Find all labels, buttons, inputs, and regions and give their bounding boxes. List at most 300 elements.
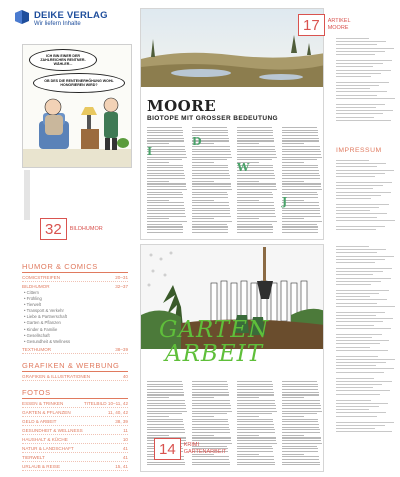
fine-print-line (336, 340, 389, 341)
body-text-line (192, 183, 231, 184)
toc-entry-label: NATUR & LANDSCHAFT (22, 445, 74, 451)
body-text-line (192, 175, 230, 176)
fine-print-line (336, 170, 394, 171)
body-text-line (192, 165, 228, 166)
body-text-line (282, 405, 321, 406)
fine-print-line (336, 321, 383, 322)
body-text-line (282, 427, 319, 428)
body-text-line (237, 403, 275, 404)
body-text-line (282, 400, 320, 401)
body-text-line (237, 192, 272, 193)
fine-print-line (336, 290, 389, 291)
body-text-line (282, 192, 317, 193)
body-text-line (192, 421, 228, 422)
fine-print-line (336, 390, 390, 391)
body-text-line (237, 429, 275, 430)
body-text-line (282, 432, 320, 433)
body-text-line (147, 408, 186, 409)
fine-print-line (336, 54, 375, 55)
section-heading: GRAFIKEN & WERBUNG (22, 361, 128, 372)
body-text-line (237, 224, 272, 225)
toc-entry-pages: TITELBILD 10–11, 42 (83, 400, 128, 406)
section-heading: FOTOS (22, 388, 128, 399)
body-text-line (192, 432, 230, 433)
toc-entry-label: BILDHUMOR (22, 284, 50, 289)
article-title: MOORE (147, 97, 217, 115)
body-text-line (237, 427, 274, 428)
body-text-line (192, 419, 228, 420)
body-text-line (282, 213, 320, 214)
subtopic-item: • Kinder & Familie (24, 326, 58, 332)
body-text-line (237, 226, 273, 227)
body-text-line (282, 392, 319, 393)
toc-entry-pages: 32–37 (115, 284, 128, 289)
body-text-line (282, 183, 321, 184)
body-text-line (282, 178, 320, 179)
speech-bubble: ICH BIN EINER DER ZAHLREICHEN RENTNER-WÄHLER... (29, 49, 97, 71)
body-text-line (282, 381, 317, 382)
article-subtitle: BIOTOPE MIT GROSSER BEDEUTUNG (147, 115, 279, 122)
body-text-line (237, 189, 277, 190)
toc-entry[interactable] (22, 417, 128, 426)
fine-print-line (336, 120, 391, 121)
fine-print-line (336, 356, 378, 357)
badge-label: ARTIKEL MOORE (327, 18, 351, 31)
fine-print-line (336, 372, 384, 373)
body-text-line (282, 440, 321, 441)
body-text-line (192, 132, 228, 133)
fine-print-line (336, 176, 375, 177)
body-text-line (147, 213, 185, 214)
body-text-line (282, 202, 319, 203)
toc-entry[interactable] (22, 408, 128, 417)
toc-entry[interactable] (22, 444, 128, 453)
body-text-line (147, 173, 184, 174)
body-text-line (192, 224, 227, 225)
fine-print-line (336, 271, 383, 272)
body-text-line (237, 143, 259, 144)
fine-print-line (336, 82, 389, 83)
body-text-line (147, 157, 187, 158)
body-text-line (192, 408, 231, 409)
fine-print-line (336, 229, 376, 230)
body-text-line (192, 435, 214, 436)
body-text-line (282, 210, 320, 211)
body-text-line (237, 186, 276, 187)
body-text-line (147, 208, 185, 209)
publisher-contact-block (336, 38, 396, 126)
body-text-line (147, 421, 183, 422)
subtopic-item: • Transport & Verkehr (24, 308, 64, 314)
body-text-line (282, 181, 304, 182)
body-text-line (282, 224, 317, 225)
body-text-line (192, 197, 228, 198)
body-text-line (237, 400, 275, 401)
body-text-line (192, 416, 214, 417)
body-text-line (282, 421, 318, 422)
fine-print-line (336, 315, 376, 316)
body-text-line (237, 132, 273, 133)
fine-print-line (336, 303, 377, 304)
subtopic-item: • Liebe & Partnerschaft (24, 314, 67, 320)
toc-entry[interactable] (22, 282, 128, 290)
body-text-line (192, 181, 214, 182)
body-text-line (192, 462, 230, 463)
fine-print-line (336, 44, 377, 45)
body-text-line (237, 435, 259, 436)
body-text-line (282, 149, 320, 150)
body-text-line (192, 400, 230, 401)
fine-print-line (336, 284, 371, 285)
fine-print-line (336, 312, 385, 313)
publisher-logo (14, 8, 106, 34)
body-text-line (192, 127, 227, 128)
body-text-line (192, 202, 229, 203)
body-text-line (237, 432, 275, 433)
fine-print-line (336, 95, 377, 96)
toc-entry-pages: 41 (122, 445, 128, 451)
body-text-line (237, 205, 274, 206)
article-body-columns (147, 127, 322, 233)
fine-print-line (336, 256, 394, 257)
body-text-line (282, 462, 320, 463)
body-text-line (192, 130, 228, 131)
page-badge-moore (298, 14, 351, 36)
body-text-line (237, 424, 274, 425)
body-text-line (282, 464, 320, 465)
body-text-line (237, 462, 275, 463)
body-text-line (147, 132, 183, 133)
fine-print-line (336, 226, 385, 227)
body-text-line (147, 232, 183, 233)
body-text-line (147, 165, 183, 166)
body-text-line (282, 132, 318, 133)
body-text-line (147, 138, 184, 139)
fine-print-line (336, 428, 375, 429)
body-text-line (237, 178, 275, 179)
body-text-line (147, 178, 185, 179)
subtopic-item: • Gesellschaft (24, 332, 50, 338)
body-text-line (282, 167, 318, 168)
body-text-line (192, 424, 229, 425)
fine-print-line (336, 246, 369, 247)
fine-print-line (336, 416, 377, 417)
body-text-line (237, 389, 273, 390)
fine-print-line (336, 217, 377, 218)
fine-print-line (336, 394, 380, 395)
fine-print-line (336, 66, 373, 67)
fine-print-line (336, 185, 383, 186)
toc-entry-label: ESSEN & TRINKEN (22, 400, 64, 406)
body-text-line (147, 149, 185, 150)
body-text-line (237, 229, 273, 230)
body-text-line (147, 218, 169, 219)
fine-print-line (336, 38, 369, 39)
body-text-line (147, 389, 183, 390)
body-text-line (282, 159, 317, 160)
toc-entry[interactable] (22, 453, 128, 462)
fine-print-line (336, 337, 372, 338)
body-text-line (237, 381, 272, 382)
body-text-line (192, 413, 227, 414)
body-text-line (147, 130, 183, 131)
fine-print-line (336, 107, 376, 108)
body-text-line (237, 386, 273, 387)
body-text-line (147, 226, 183, 227)
body-text-line (282, 146, 320, 147)
body-text-line (147, 159, 182, 160)
toc-entry[interactable] (22, 426, 128, 435)
body-text-line (147, 205, 184, 206)
body-text-line (147, 419, 183, 420)
fine-print-line (336, 406, 379, 407)
body-text-line (147, 170, 184, 171)
body-text-line (192, 189, 232, 190)
body-text-line (282, 208, 320, 209)
fine-print-line (336, 343, 380, 344)
body-text-line (282, 130, 318, 131)
fine-print-line (336, 296, 370, 297)
fine-print-line (336, 76, 371, 77)
fine-print-line (336, 384, 382, 385)
body-text-line (237, 157, 277, 158)
toc-entry-label: URLAUB & REISE (22, 463, 61, 469)
fine-print-line (336, 98, 395, 99)
fine-print-line (336, 281, 381, 282)
body-text-line (147, 397, 169, 398)
fine-print-line (336, 70, 391, 71)
fine-print-line (336, 359, 395, 360)
body-text-line (282, 135, 318, 136)
body-text-line (192, 159, 227, 160)
body-text-line (237, 138, 274, 139)
body-text-line (282, 173, 319, 174)
body-text-line (192, 464, 230, 465)
fine-print-line (336, 306, 395, 307)
toc-entry[interactable] (22, 345, 128, 354)
body-text-line (237, 208, 275, 209)
subtopic-item: • Frühling (24, 296, 42, 302)
body-text-line (147, 424, 184, 425)
toc-entry-label: TEXTHUMOR (22, 346, 52, 352)
toc-entry-label: GELD & ARBEIT (22, 418, 57, 424)
body-text-line (147, 197, 183, 198)
body-text-line (282, 151, 321, 152)
fine-print-line (336, 268, 392, 269)
fine-print-line (336, 113, 383, 114)
body-text-line (237, 202, 274, 203)
fine-print-line (336, 195, 381, 196)
page-edge (24, 170, 30, 220)
body-text-line (237, 232, 273, 233)
fine-print-line (336, 318, 393, 319)
body-text-line (192, 226, 228, 227)
impressum-text (336, 160, 396, 232)
body-text-line (282, 451, 318, 452)
body-text-line (192, 210, 230, 211)
body-text-line (147, 432, 185, 433)
body-text-line (282, 403, 320, 404)
body-text-line (237, 464, 275, 465)
article-title-line2: ARBEIT (165, 341, 264, 367)
drop-cap: D (192, 135, 202, 148)
body-text-line (237, 384, 273, 385)
body-text-line (282, 189, 322, 190)
fine-print-line (336, 163, 386, 164)
body-text-line (282, 384, 318, 385)
body-text-line (192, 208, 230, 209)
body-text-line (237, 140, 274, 141)
page-number: 32 (40, 218, 67, 240)
body-text-line (282, 154, 321, 155)
body-text-line (192, 216, 231, 217)
body-text-line (282, 226, 318, 227)
subtopic-list (22, 290, 128, 345)
body-text-line (192, 405, 231, 406)
body-text-line (147, 381, 182, 382)
body-text-line (282, 448, 318, 449)
body-text-line (282, 127, 317, 128)
impressum-heading: IMPRESSUM (336, 147, 382, 154)
body-text-line (237, 408, 276, 409)
body-text-line (147, 229, 183, 230)
article-spread-moore (140, 8, 324, 240)
body-text-line (192, 154, 231, 155)
body-text-line (192, 213, 230, 214)
fine-print-line (336, 73, 381, 74)
body-text-line (282, 429, 320, 430)
body-text-line (237, 454, 259, 455)
body-text-line (192, 194, 228, 195)
body-text-line (282, 408, 321, 409)
body-text-line (147, 221, 187, 222)
fine-print-line (336, 368, 394, 369)
toc-entry[interactable] (22, 273, 128, 282)
publisher-tagline: Wir liefern Inhalte (34, 21, 81, 27)
body-text-line (237, 459, 274, 460)
body-text-line (237, 419, 273, 420)
body-text-line (237, 218, 259, 219)
toc-entry[interactable] (22, 399, 128, 408)
fine-print-line (336, 182, 392, 183)
body-text-line (237, 405, 276, 406)
publisher-name: DEIKE VERLAG (34, 10, 108, 21)
body-text-line (192, 200, 214, 201)
body-text-line (282, 394, 319, 395)
body-text-line (237, 181, 259, 182)
fine-print-line (336, 347, 370, 348)
body-text-line (192, 429, 230, 430)
body-text-line (192, 173, 229, 174)
subtopic-item: • Garten & Pflanzen (24, 320, 61, 326)
body-text-line (147, 167, 183, 168)
body-text-line (147, 189, 187, 190)
fine-print-line (336, 63, 383, 64)
fine-print-line (336, 299, 387, 300)
fine-print-line (336, 160, 369, 161)
body-text-line (147, 127, 182, 128)
body-text-line (237, 130, 273, 131)
toc-entry[interactable] (22, 372, 128, 381)
body-text-line (237, 221, 277, 222)
toc-entry-label: GARTEN & PFLANZEN (22, 409, 71, 415)
body-text-line (192, 218, 214, 219)
fine-print-line (336, 166, 377, 167)
body-text-line (192, 151, 231, 152)
fine-print-line (336, 387, 373, 388)
body-text-line (237, 210, 275, 211)
subtopic-item: • Cittern (24, 290, 39, 295)
body-text-line (237, 394, 274, 395)
body-text-line (237, 456, 274, 457)
toc-entry-label: GRAFIKEN & ILLUSTRATIONEN (22, 373, 91, 379)
body-text-line (192, 205, 229, 206)
body-text-line (237, 392, 274, 393)
fine-print-line (336, 48, 394, 49)
fine-print-line (336, 249, 386, 250)
body-text-line (282, 218, 304, 219)
body-text-line (147, 386, 183, 387)
body-text-line (282, 386, 318, 387)
body-text-line (192, 149, 230, 150)
body-text-line (147, 224, 182, 225)
body-text-line (237, 213, 275, 214)
body-text-line (282, 186, 321, 187)
badge-label: KRIMI GARTENARBEIT (183, 442, 227, 455)
deike-logo-icon (14, 9, 30, 25)
fine-print-line (336, 117, 374, 118)
body-text-line (237, 421, 273, 422)
body-text-line (147, 392, 184, 393)
body-text-line (237, 416, 259, 417)
body-text-line (237, 446, 272, 447)
fine-print-line (336, 252, 377, 253)
body-text-line (192, 427, 229, 428)
drop-cap: W (237, 161, 250, 174)
body-text-line (282, 443, 322, 444)
body-text-line (192, 167, 228, 168)
fine-print-line (336, 173, 385, 174)
toc-entry-label: HAUSHALT & KÜCHE (22, 436, 68, 442)
body-text-line (147, 200, 169, 201)
body-text-line (282, 197, 318, 198)
fine-print-line (336, 293, 379, 294)
body-text-line (147, 194, 183, 195)
fine-print-line (336, 278, 391, 279)
body-text-line (237, 149, 275, 150)
body-text-line (237, 200, 259, 201)
body-text-line (282, 229, 318, 230)
body-text-line (282, 232, 318, 233)
toc-entry[interactable] (22, 435, 128, 444)
body-text-line (192, 192, 227, 193)
fine-print-line (336, 365, 376, 366)
body-text-line (192, 221, 232, 222)
page-badge-gartenarbeit (154, 438, 226, 460)
body-text-line (237, 135, 273, 136)
toc-entry[interactable] (22, 462, 128, 471)
body-text-line (147, 411, 187, 412)
body-text-line (192, 389, 228, 390)
body-text-line (237, 127, 272, 128)
drop-cap: J (282, 195, 288, 208)
fine-print-line (336, 400, 371, 401)
toc-entry-pages: 20–31 (115, 275, 128, 280)
body-text-line (282, 411, 322, 412)
article-title-line1: GARTEN (159, 317, 270, 343)
body-text-line (282, 216, 321, 217)
fine-print-line (336, 328, 391, 329)
